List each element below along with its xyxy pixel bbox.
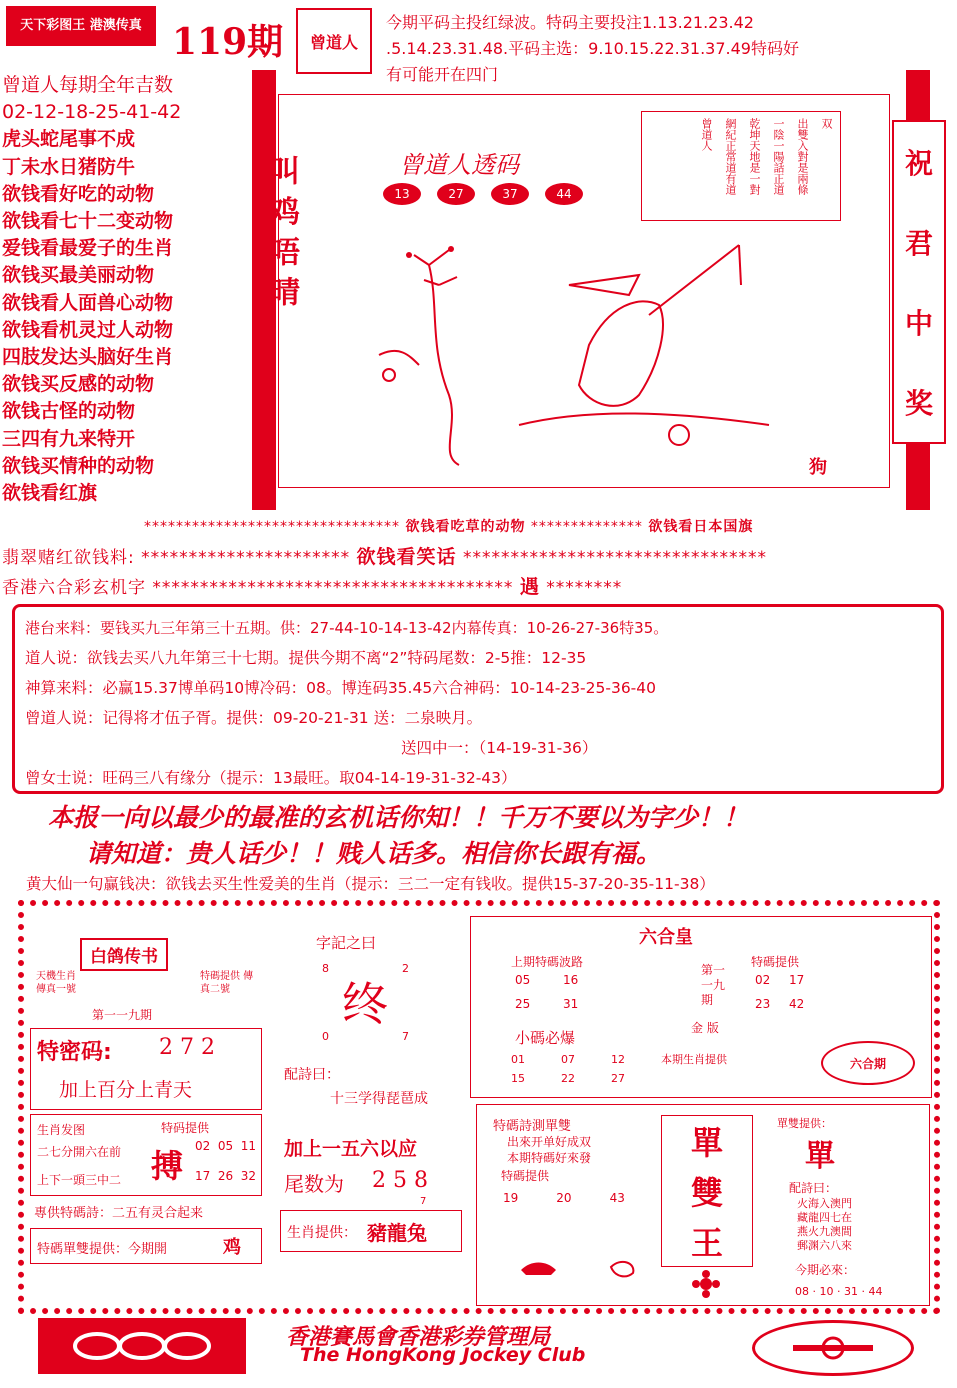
scroll-paper (264, 94, 890, 488)
special-num: 42 (789, 997, 805, 1011)
scroll-title: 曾道人透码 (399, 151, 519, 179)
code-nums (503, 1191, 625, 1205)
info-line: 道人说：欲钱去买八九年第三十七期。提供今期不离“2”特码尾数：2-5推：12-35 (25, 649, 587, 667)
special-label: 特碼提供 (751, 955, 800, 969)
side-label: 單雙提供： (777, 1117, 832, 1130)
scroll-number: 27 (437, 183, 475, 205)
scroll-numbers (383, 183, 583, 205)
code-num: 43 (609, 1191, 625, 1205)
left-line: 四肢发达头脑好生肖 (2, 346, 174, 369)
stars-label: 香港六合彩玄机字 (2, 578, 146, 598)
scroll-number: 44 (545, 183, 583, 205)
sd-big-box (661, 1115, 753, 1267)
poem-label: 配詩曰： (789, 1181, 838, 1195)
poem-line: 火海入澳門 (797, 1197, 852, 1210)
stars-label: 翡翠赌红欲钱料: (2, 548, 135, 568)
scroll-signature: 狗 (809, 457, 827, 478)
small-num: 12 (611, 1053, 625, 1066)
sd-line: 本期特碼好來發 (507, 1151, 592, 1165)
zodiac-box (30, 1114, 262, 1196)
stars: ************************************** (152, 578, 514, 598)
banner-char: 君 (904, 227, 933, 260)
animal-icon (511, 1245, 651, 1285)
footer-logo-left (38, 1318, 246, 1374)
stars-text: 遇 (519, 576, 540, 598)
poem-line: 郵渊六八來 (797, 1239, 852, 1252)
scroll-vertical-text: 叫 鸡 唔 晴 (264, 155, 299, 307)
info-line: 神算来料：必赢15.37博单码10博冷码：08。博连码35.45六合神码：10-14-23-25-36-40 (25, 679, 656, 697)
zodiac-value: 豬龍兔 (367, 1221, 427, 1245)
footer-chinese: 香港賽馬會香港彩券管理局 (286, 1324, 551, 1350)
left-line: 曾道人每期全年吉数 (2, 74, 174, 96)
footer-english: The HongKong Jockey Club (300, 1344, 586, 1366)
side-value: 單 (805, 1139, 835, 1174)
single-double-label: 特碼單雙提供：今期開 (37, 1242, 168, 1257)
stars: ******************************** (462, 548, 767, 568)
stars: ******************************** (144, 519, 400, 535)
poem: 十三学得琵琶成 (330, 1091, 428, 1107)
fisherman-illustration (339, 225, 879, 475)
zodiac-box (280, 1210, 462, 1252)
poem-box (641, 111, 841, 221)
special-num: 23 (755, 997, 771, 1011)
must-label: 今期必來： (795, 1263, 856, 1277)
poem-col: 一陰一陽話正道 (772, 118, 785, 195)
poem-col: 網紀正常道有道 (724, 118, 737, 195)
left-line: 欲钱看好吃的动物 (2, 182, 155, 205)
special-num: 02 (755, 973, 771, 987)
info-line: 送四中一：（14-19-31-36） (401, 739, 598, 757)
codes-row: 17 26 32 (195, 1169, 257, 1183)
zodiac-label: 生肖发图 (37, 1123, 86, 1137)
sd-big-char: 雙 (690, 1174, 723, 1212)
header-logo (296, 8, 372, 74)
sd-big-char: 王 (690, 1224, 723, 1262)
small-label: 小碼必爆 (515, 1029, 576, 1047)
special-nums (755, 973, 823, 1011)
num-br: 7 (402, 1030, 409, 1043)
special-num: 17 (789, 973, 805, 987)
notice-line: 今期平码主投红绿波。特码主要投注1.13.21.23.42 (386, 13, 754, 32)
small-num: 15 (511, 1072, 525, 1085)
stars: ************** (530, 519, 643, 535)
single-double-box (30, 1228, 262, 1264)
zodiac-label: 生肖提供： (287, 1225, 357, 1241)
num-tl: 8 (322, 962, 329, 975)
big-char: 终 (342, 977, 388, 1031)
poem-line: 藏龍四七在 (797, 1211, 852, 1224)
footer-logo-right (752, 1320, 914, 1376)
lhc-title: 六合皇 (639, 927, 693, 948)
must-nums: 08 · 10 · 31 · 44 (795, 1285, 883, 1298)
left-line: 爱钱看最爱子的生肖 (2, 237, 174, 260)
single-double-value: 鸡 (223, 1237, 241, 1258)
stars: ********************** (141, 548, 351, 568)
tail-label: 尾数为 (284, 1172, 344, 1196)
big-char: 搏 (151, 1147, 184, 1185)
left-line: 欲钱买情种的动物 (2, 454, 155, 477)
left-line: 欲钱看红旗 (2, 482, 98, 505)
poem-col: 双 (820, 118, 833, 129)
tail-value: 2 5 8 (372, 1168, 428, 1193)
last-num: 05 (515, 973, 531, 987)
code-label: 特碼提供 (501, 1169, 550, 1183)
hint: 加上一五六以应 (284, 1138, 418, 1160)
poem-lines (797, 1197, 852, 1253)
small-num: 01 (511, 1053, 525, 1066)
header-seal-text: 天下彩图王 港澳传真 (20, 18, 142, 33)
stars: ******** (546, 578, 623, 598)
info-line: 港台来料：要钱买九三年第三十五期。供：27-44-10-14-13-42内幕传真：10-26-27-36特35。 (25, 619, 669, 637)
info-line: 曾道人说：记得将才伍子胥。提供：09-20-21-31 送：二泉映月。 (25, 709, 483, 727)
last-nums (515, 973, 611, 1011)
char-title: 字記之曰 (316, 934, 377, 952)
scroll-painting (244, 70, 944, 510)
last-label: 上期特碼波路 (511, 955, 584, 969)
banner-char: 奖 (904, 387, 933, 420)
stars-text: 欲钱看日本国旗 (648, 519, 754, 535)
bottom-left-panel (30, 918, 270, 1308)
stars-text: 欲钱看笑话 (356, 546, 457, 568)
poem-col: 曾道人 (700, 118, 713, 151)
sd-title: 特碼詩測單雙 (493, 1119, 572, 1134)
code-num: 20 (556, 1191, 572, 1205)
small-num: 07 (561, 1053, 575, 1066)
notice-line: .5.14.23.31.48.平码主选：9.10.15.22.31.37.49特码好 (386, 39, 799, 58)
tail-small: 7 (420, 1196, 427, 1207)
logo-text: 曾道人 (309, 32, 358, 52)
zodiac-label: 本期生肖提供 (661, 1053, 727, 1066)
stamp-text: 六合期 (849, 1056, 886, 1071)
code-label: 特码提供 (161, 1121, 210, 1135)
left-line: 欲钱买反感的动物 (2, 373, 155, 396)
left-line: 三四有九来特开 (2, 427, 136, 450)
side-left-label: 天機生肖 傳真一號 (36, 971, 76, 995)
num-bl: 0 (322, 1030, 329, 1043)
left-column (2, 72, 181, 507)
small-num: 22 (561, 1072, 575, 1085)
codes-row: 02 05 11 (195, 1139, 257, 1153)
last-num: 31 (563, 997, 579, 1011)
poem-col: 乾坤天地是一對 (748, 118, 761, 195)
stars-text: 欲钱看吃草的动物 (405, 519, 526, 535)
period-sub: 金 版 (691, 1021, 719, 1035)
banner-char: 祝 (904, 147, 933, 180)
sd-big-char: 單 (690, 1124, 723, 1162)
info-box (12, 604, 944, 794)
flower-icon (691, 1269, 721, 1299)
pigeon-title: 白鸽传书 (80, 938, 168, 971)
special-code: 專供特碼詩：二五有灵合起来 (34, 1206, 204, 1221)
lhc-stamp (821, 1041, 915, 1085)
small-nums (511, 1053, 661, 1085)
poem-label: 配詩曰： (284, 1067, 340, 1083)
poem-line: 燕火九澳間 (797, 1225, 852, 1238)
right-banner (892, 120, 946, 444)
left-line: 欲钱古怪的动物 (2, 400, 136, 423)
poem-col: 出雙入對是兩條 (796, 118, 809, 195)
scroll-number: 13 (383, 183, 421, 205)
huang-line: 黄大仙一句赢钱决：欲钱去买生性爱美的生肖（提示：三二一定有钱收。提供15-37-20-35-11-38） (26, 875, 715, 893)
slogan-line-2: 请知道：贵人话少！！贱人话多。相信你长跟有福。 (86, 839, 662, 868)
stars-line-1 (144, 516, 753, 536)
period: 第一一九期 (701, 963, 726, 1007)
code-num: 19 (503, 1191, 519, 1205)
special-value: 2 7 2 (159, 1035, 215, 1060)
info-line: 曾女士说：旺码三八有缘分（提示：13最旺。取04-14-19-31-32-43） (25, 769, 517, 787)
left-line: 欲钱看人面兽心动物 (2, 291, 174, 314)
last-num: 25 (515, 997, 531, 1011)
sd-line: 出來开单好成双 (507, 1135, 592, 1149)
knot-icon (67, 1326, 217, 1366)
slogan-line-1: 本报一向以最少的最准的玄机话你知！！千万不要以为字少！！ (48, 803, 749, 832)
side-right-label: 特碼提供 傳真二號 (200, 971, 254, 995)
period: 第一一九期 (92, 1008, 153, 1022)
stars-line-3 (2, 572, 622, 599)
bottom-right-bottom-panel (476, 1104, 930, 1306)
special-label: 特密码: (37, 1040, 112, 1065)
issue-number: 119期 (172, 21, 284, 63)
zodiac-row: 二七分開六在前 (37, 1145, 122, 1159)
special-hint: 加上百分上青天 (59, 1079, 193, 1101)
emblem-icon (783, 1333, 883, 1363)
special-box (30, 1028, 262, 1110)
scroll-number: 37 (491, 183, 529, 205)
left-line: 02-12-18-25-41-42 (2, 101, 182, 124)
banner-char: 中 (904, 307, 933, 340)
left-line: 丁未水日猪防牛 (2, 155, 136, 178)
stars-line-2 (2, 542, 767, 569)
last-num: 16 (563, 973, 579, 987)
zodiac-row: 上下一頭三中二 (37, 1173, 122, 1187)
left-line: 欲钱看机灵过人动物 (2, 318, 174, 341)
notice-line: 有可能开在四门 (386, 65, 499, 84)
small-num: 27 (611, 1072, 625, 1085)
bottom-right-top-panel (470, 916, 932, 1098)
left-line: 虎头蛇尾事不成 (2, 128, 136, 151)
header-seal (6, 6, 156, 46)
left-line: 欲钱看七十二变动物 (2, 210, 174, 233)
num-tr: 2 (402, 962, 409, 975)
left-line: 欲钱买最美丽动物 (2, 264, 155, 287)
bottom-mid-panel (276, 918, 464, 1308)
